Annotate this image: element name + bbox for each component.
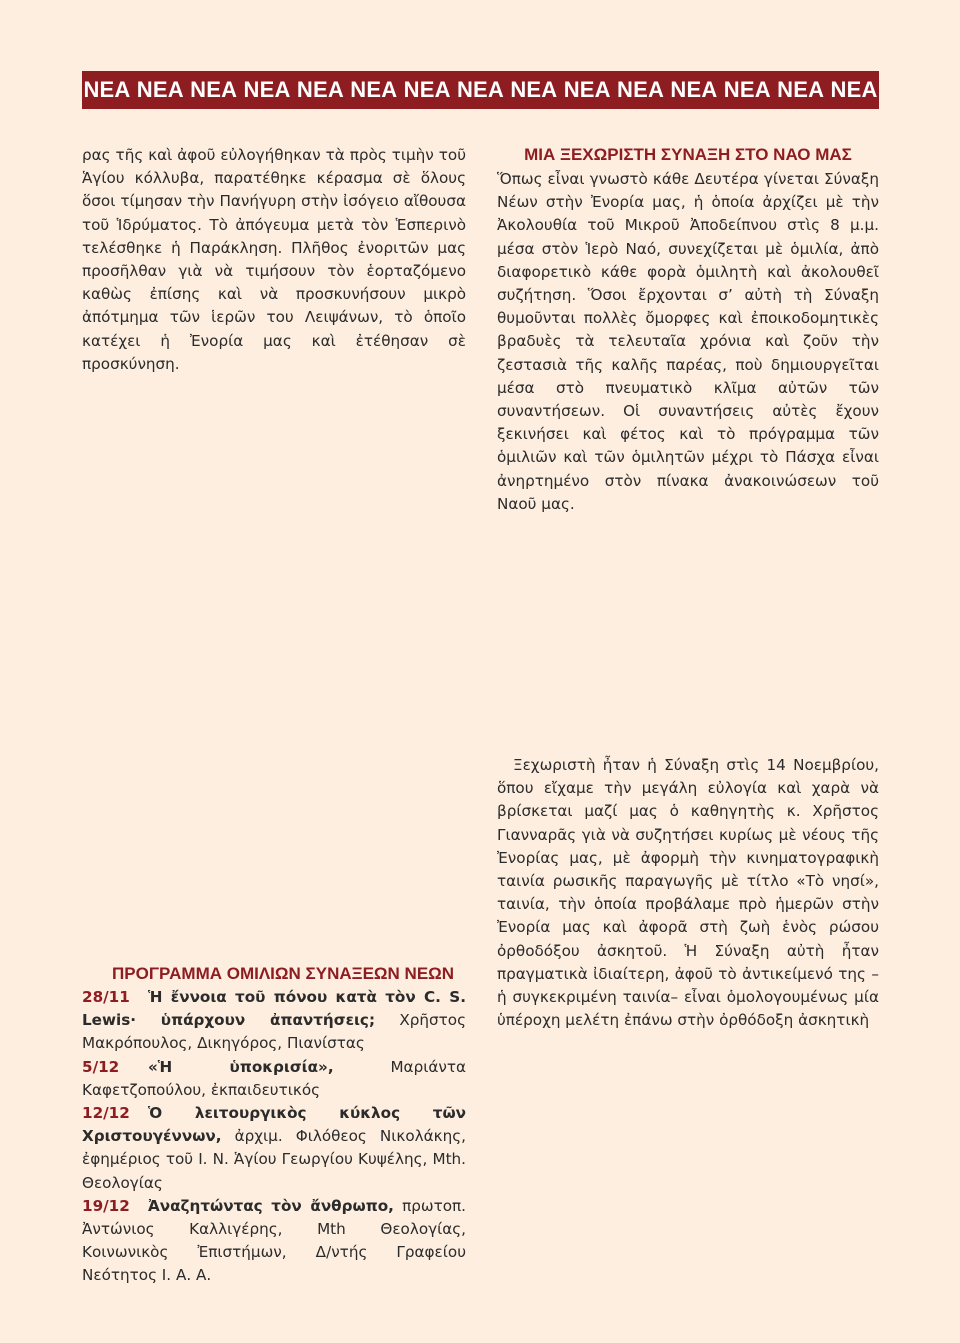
right-mid-column bbox=[497, 754, 879, 1032]
program-item-speaker: Χρῆστος Μακρόπουλος, Δικηγόρος, Πιανίστας bbox=[82, 1011, 466, 1053]
program-item-title: Ὁ λειτουργικὸς κύκλος τῶν Χριστουγέννων, bbox=[82, 1104, 466, 1146]
left-top-paragraph: ρας τῆς καὶ ἀφοῦ εὐλογήθηκαν τὰ πρὸς τιμὴν τοῦ Ἁγίου κόλλυβα, παρατέθηκε κέρασμα σὲ ὅλους ὅσοι τίμησαν τὴν Πανήγυρη στὴν ἰσόγειο αἴθουσα τοῦ Ἱδρύματος. Τὸ ἀπόγευμα μετὰ τὸν Ἑσπερινὸ τελέσθηκε ἡ Παράκληση. Πλῆθος ἐνοριτῶν μας προσῆλθαν γιὰ νὰ τιμήσουν τὸν ἑορταζόμενο καθὼς ἐπίσης καὶ νὰ προσκυνήσουν μικρὸ ἀπότμημα τῶν ἱερῶν του Λειψάνων, τὸ ὁποῖο κατέχει ἡ Ἐνορία μας καὶ ἐτέθησαν σὲ προσκύνηση. bbox=[82, 146, 466, 373]
program-item bbox=[82, 1056, 466, 1102]
program-item-date: 5/12 bbox=[82, 1057, 120, 1076]
left-top-column bbox=[82, 144, 466, 376]
youth-synaxis-paragraph: Ὅπως εἶναι γνωστὸ κάθε Δευτέρα γίνεται Σύναξη Νέων στὴν Ἐνορία μας, ἡ ὁποία ἀρχίζει μὲ τὴν Ἀκολουθία τοῦ Μικροῦ Ἀποδείπνου στὶς 8 μ.μ. μέσα στὸν Ἱερὸ Ναό, συνεχίζεται μὲ ὁμιλία, ἀπὸ διαφορετικὸ κάθε φορὰ ὁμιλητὴ καὶ ἀκολουθεῖ συζήτηση. Ὅσοι ἔρχονται σ’ αὐτὴ τὴ Σύναξη θυμοῦνται πολλὲς ὄμορφες καὶ ἐποικοδομητικὲς βραδυὲς τὰ τελευταῖα χρόνια καὶ ζοῦν τὴν ζεστασιὰ τῆς καλῆς παρέας, ποὺ δημιουργεῖται μέσα στὸ πνευματικὸ κλῖμα αὐτῶν τῶν συναντήσεων. Οἱ συναντήσεις αὐτὲς ἔχουν ξεκινήσει καὶ φέτος καὶ τὸ πρόγραμμα τῶν ὁμιλιῶν καὶ τῶν ὁμιλητῶν μέχρι τὸ Πάσχα εἶναι ἀνηρτημένο στὸν πίνακα ἀνακοινώσεων τοῦ Ναοῦ μας. bbox=[497, 170, 879, 513]
news-banner: ΝΕΑ ΝΕΑ ΝΕΑ ΝΕΑ ΝΕΑ ΝΕΑ ΝΕΑ ΝΕΑ ΝΕΑ ΝΕΑ ΝΕΑ ΝΕΑ ΝΕΑ ΝΕΑ ΝΕΑ bbox=[82, 71, 879, 109]
program-item-date: 12/12 bbox=[82, 1104, 130, 1123]
program-item-date: 28/11 bbox=[82, 988, 130, 1006]
program-item-date: 19/12 bbox=[82, 1196, 130, 1215]
program-item-speaker: ἀρχιμ. Φιλόθεος Νικολάκης, ἐφημέριος τοῦ Ι. Ν. Ἁγίου Γεωργίου Κυψέλης, Mth. Θεολογίας bbox=[82, 1127, 466, 1192]
youth-synaxis-heading: ΜΙΑ ΞΕΧΩΡΙΣΤΗ ΣΥΝΑΞΗ ΣΤΟ ΝΑΟ ΜΑΣ bbox=[524, 145, 852, 164]
program-item-title: Ἡ ἔννοια τοῦ πόνου κατὰ τὸν C. S. Lewis· ὑπάρχουν ἀπαντήσεις; bbox=[82, 988, 466, 1030]
program-item-title: «Ἡ ὑποκρισία», bbox=[148, 1057, 334, 1076]
special-synaxis-paragraph: Ξεχωριστὴ ἦταν ἡ Σύναξη στὶς 14 Νοεμβρίου, ὅπου εἴχαμε τὴν μεγάλη εὐλογία καὶ χαρὰ νὰ βρίσκεται μαζί μας ὁ καθηγητὴς κ. Χρῆστος Γιανναρᾶς γιὰ νὰ συζητήσει κυρίως μὲ νέους τῆς Ἐνορίας μας, μὲ ἀφορμὴ τὴν κινηματογραφικὴ ταινία ρωσικῆς παραγωγῆς μὲ τίτλο «Τὸ νησί», ταινία, τὴν ὁποία προβάλαμε πρὸ ἡμερῶν στὴν Ἐνορία μας καὶ ἀφορᾶ στὴ ζωὴ ἑνὸς ρώσου ὀρθοδόξου ἀσκητοῦ. Ἡ Σύναξη αὐτὴ ἦταν πραγματικὰ ἰδιαίτερη, ἀφοῦ τὸ ἀντικείμενό της –ἡ συγκεκριμένη ταινία– εἶναι ὁμολογουμένως μία ὑπέροχη μελέτη ἐπάνω στὴν ὀρθόδοξη ἀσκητικὴ bbox=[497, 756, 879, 1030]
program-item bbox=[82, 1195, 466, 1288]
right-top-column bbox=[497, 143, 879, 516]
program-column bbox=[82, 962, 466, 1288]
program-item-speaker: πρωτοπ. Ἀντώνιος Καλλιγέρης, Mth Θεολογίας, Κοινωνικὸς Ἐπιστήμων, Δ/ντής Γραφείου Νεότητος Ι. Α. Α. bbox=[82, 1196, 466, 1285]
program-item bbox=[82, 1102, 466, 1195]
program-item bbox=[82, 986, 466, 1056]
program-heading: ΠΡΟΓΡΑΜΜΑ ΟΜΙΛΙΩΝ ΣΥΝΑΞΕΩΝ ΝΕΩΝ bbox=[112, 964, 455, 983]
program-item-title: Ἀναζητώντας τὸν ἄνθρωπο, bbox=[148, 1196, 394, 1215]
program-item-speaker: Μαριάντα Καφετζοπούλου, ἐκπαιδευτικός bbox=[82, 1057, 466, 1099]
